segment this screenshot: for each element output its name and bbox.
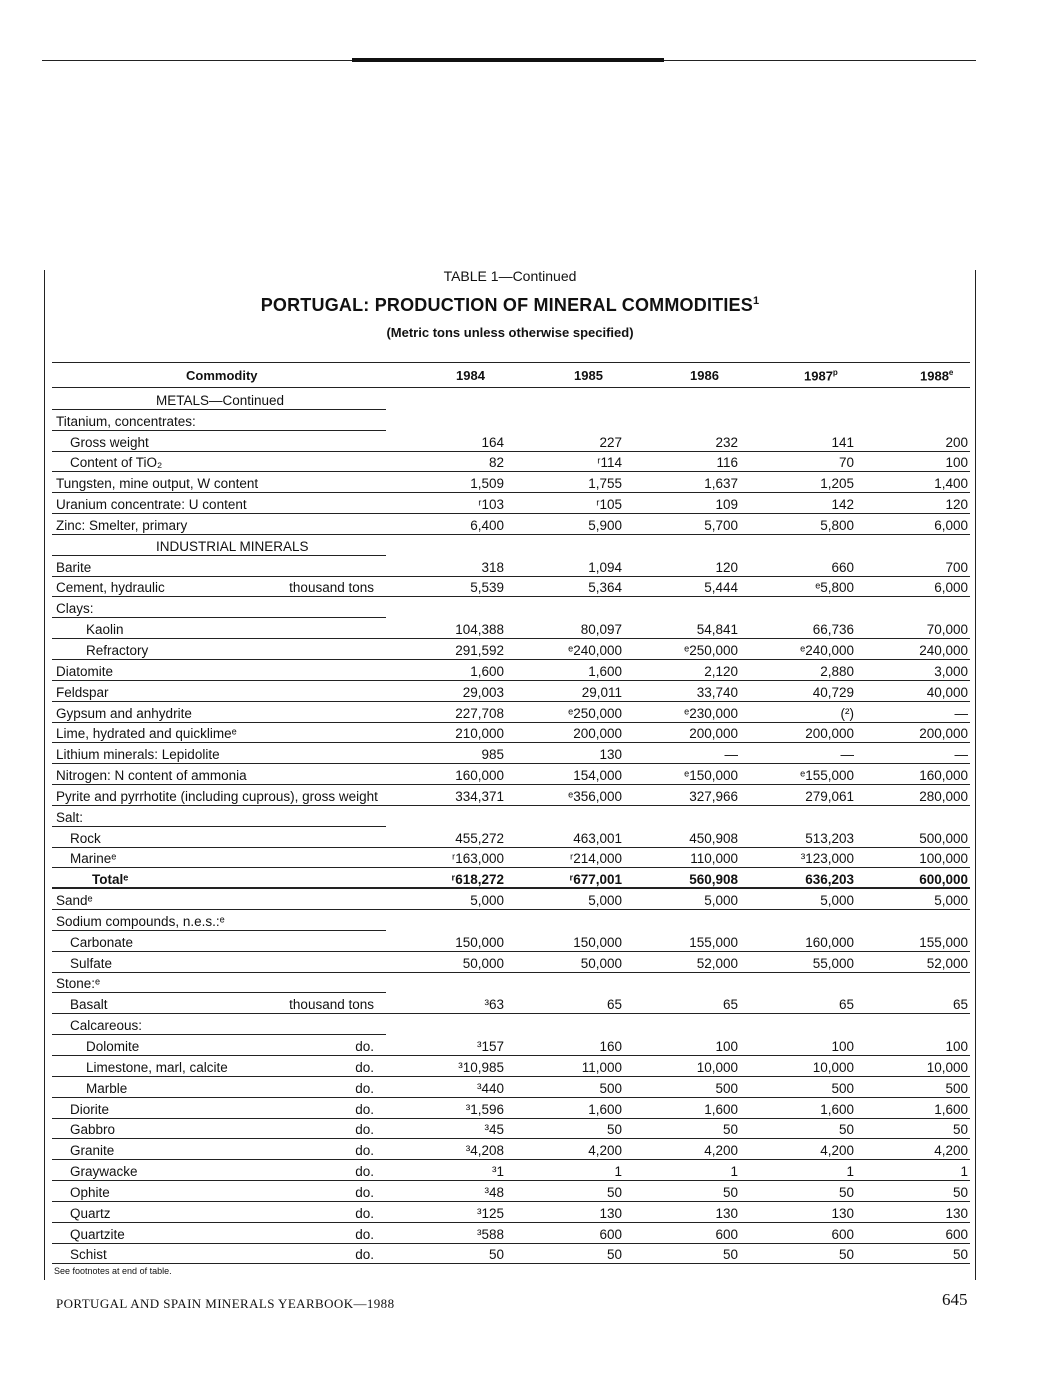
right-margin-rule [975, 270, 976, 1280]
commodity-label: Uranium concentrate: U content [56, 497, 247, 513]
commodity-label: Gabbro [70, 1122, 116, 1138]
value-cell: 1,205 [820, 476, 854, 492]
header-bottom-rule [52, 387, 970, 388]
value-cell: 6,400 [470, 517, 504, 533]
unit-label: do. [355, 1184, 374, 1200]
table-row [52, 1223, 970, 1244]
table-row [52, 431, 970, 452]
value-cell: 5,000 [470, 893, 504, 909]
value-cell: 54,841 [696, 622, 738, 638]
table-row [52, 723, 970, 744]
value-cell: 50 [488, 1247, 504, 1263]
group-row [52, 910, 970, 931]
value-cell: 1,600 [820, 1101, 854, 1117]
value-cell: ᵉ356,000 [568, 788, 622, 804]
group-label: Salt: [56, 809, 84, 825]
value-cell: 5,539 [470, 580, 504, 596]
table-row [52, 660, 970, 681]
value-cell: 5,800 [820, 517, 854, 533]
table-row [52, 472, 970, 493]
value-cell: 6,000 [934, 580, 968, 596]
commodity-label: Marineᵉ [70, 851, 117, 867]
commodity-label: Barite [56, 559, 92, 575]
commodity-label: Rock [70, 830, 101, 846]
value-cell: ʳ105 [596, 497, 622, 513]
value-cell: 4,200 [588, 1143, 622, 1159]
value-cell: 29,003 [462, 684, 504, 700]
commodity-label: Diatomite [56, 663, 114, 679]
value-cell: 1,509 [470, 476, 504, 492]
header-1988-mark: e [948, 368, 954, 377]
value-cell: ᵉ240,000 [568, 642, 622, 658]
value-cell: 463,001 [573, 830, 622, 846]
value-cell: 200,000 [689, 726, 738, 742]
group-row [52, 806, 970, 827]
table-row [52, 931, 970, 952]
table-row [52, 1056, 970, 1077]
commodity-label: Refractory [86, 642, 149, 658]
table-row [52, 1098, 970, 1119]
footnote: See footnotes at end of table. [54, 1266, 172, 1276]
value-cell: 100,000 [919, 851, 968, 867]
header-1988 [920, 368, 953, 383]
value-cell: 65 [722, 997, 738, 1013]
value-cell: 985 [481, 747, 504, 763]
section-label: INDUSTRIAL MINERALS [156, 538, 309, 554]
table-row [52, 1139, 970, 1160]
value-cell: 116 [716, 455, 738, 471]
value-cell: ³157 [476, 1039, 504, 1054]
value-cell: 6,000 [934, 517, 968, 533]
value-cell: 110,000 [690, 851, 738, 867]
value-cell: ³123,000 [800, 851, 854, 867]
commodity-label: Limestone, marl, calcite [86, 1059, 228, 1075]
value-cell: 80,097 [580, 622, 622, 638]
value-cell: — [840, 747, 854, 763]
value-cell: 200,000 [805, 726, 854, 742]
value-cell: 160 [599, 1039, 622, 1054]
value-cell: ᵉ230,000 [684, 705, 738, 721]
table-row [52, 827, 970, 848]
value-cell: 65 [952, 997, 968, 1013]
value-cell: 280,000 [919, 788, 968, 804]
commodity-label: Dolomite [86, 1039, 140, 1054]
table-row [52, 1202, 970, 1223]
table-row [52, 1035, 970, 1056]
table-row [52, 702, 970, 723]
table-row [52, 1160, 970, 1181]
value-cell: 1,400 [934, 476, 968, 492]
value-cell: 700 [945, 559, 968, 575]
value-cell: 66,736 [812, 622, 854, 638]
value-cell: 660 [831, 559, 854, 575]
value-cell: 227,708 [455, 705, 504, 721]
commodity-label: Kaolin [86, 622, 124, 638]
value-cell: 232 [715, 434, 738, 450]
commodity-label: Sandᵉ [56, 893, 93, 909]
group-row [52, 973, 970, 994]
unit-label: do. [355, 1226, 374, 1242]
value-cell: ³10,985 [458, 1059, 504, 1075]
commodity-label: Lithium minerals: Lepidolite [56, 747, 220, 763]
value-cell: 291,592 [455, 642, 504, 658]
table-row [52, 1119, 970, 1140]
table-row [52, 681, 970, 702]
value-cell: ³45 [484, 1122, 504, 1138]
value-cell: 455,272 [455, 830, 504, 846]
value-cell: ʳ618,272 [451, 872, 504, 888]
commodity-label: Marble [86, 1080, 128, 1096]
value-cell: 50 [838, 1122, 854, 1138]
value-cell: 1,094 [588, 559, 622, 575]
group-label: Sodium compounds, n.e.s.:ᵉ [56, 913, 225, 929]
commodity-label: Content of TiO₂ [70, 455, 163, 471]
value-cell: 500 [831, 1080, 854, 1096]
value-cell: ʳ214,000 [569, 851, 622, 867]
value-cell: 155,000 [689, 934, 738, 950]
value-cell: 3,000 [934, 663, 968, 679]
value-cell: 82 [488, 455, 504, 471]
table-row [52, 452, 970, 473]
table-row [52, 848, 970, 869]
value-cell: 100 [831, 1039, 854, 1054]
value-cell: — [954, 705, 968, 721]
header-commodity: Commodity [186, 368, 258, 383]
value-cell: 100 [715, 1039, 738, 1054]
value-cell: 1 [730, 1164, 738, 1180]
value-cell: 141 [831, 434, 854, 450]
table-row [52, 618, 970, 639]
value-cell: 600 [945, 1226, 968, 1242]
commodity-label: Cement, hydraulic [56, 580, 165, 596]
value-cell: 500 [945, 1080, 968, 1096]
commodity-label: Gypsum and anhydrite [56, 705, 192, 721]
top-bar [352, 58, 664, 62]
value-cell: 29,011 [581, 684, 622, 700]
value-cell: 120 [945, 497, 968, 513]
unit-label: thousand tons [289, 580, 374, 596]
value-cell: ᵉ155,000 [800, 768, 854, 784]
table-row [52, 785, 970, 806]
commodity-label: Diorite [70, 1101, 110, 1117]
value-cell: 1 [846, 1164, 854, 1180]
commodity-label: Pyrite and pyrrhotite (including cuprous), gross weight [56, 788, 378, 804]
group-label: Calcareous: [70, 1018, 143, 1034]
value-cell: ᵉ250,000 [684, 642, 738, 658]
value-cell: 160,000 [455, 768, 504, 784]
group-label: Clays: [56, 601, 94, 617]
value-cell: 50 [606, 1122, 622, 1138]
table-row [52, 1077, 970, 1098]
table-body [52, 389, 970, 1264]
commodity-label: Gross weight [70, 434, 149, 450]
commodity-label: Feldspar [56, 684, 109, 700]
value-cell: 65 [838, 997, 854, 1013]
table-header [52, 368, 970, 388]
value-cell: 40,000 [926, 684, 968, 700]
value-cell: 5,700 [704, 517, 738, 533]
value-cell: 4,200 [934, 1143, 968, 1159]
unit-label: thousand tons [289, 997, 374, 1013]
header-1986: 1986 [690, 368, 719, 383]
value-cell: ³440 [476, 1080, 504, 1096]
value-cell: 50 [838, 1184, 854, 1200]
header-1984: 1984 [456, 368, 485, 383]
value-cell: 130 [831, 1205, 854, 1221]
value-cell: (²) [840, 705, 854, 721]
value-cell: 500 [715, 1080, 738, 1096]
header-1988-year: 1988 [920, 368, 949, 384]
header-1987-mark: p [832, 368, 838, 377]
value-cell: 142 [831, 497, 854, 513]
value-cell: 636,203 [805, 872, 854, 888]
left-margin-rule [44, 270, 45, 1280]
group-row [52, 410, 970, 431]
value-cell: ᵉ240,000 [800, 642, 854, 658]
value-cell: ³125 [476, 1205, 504, 1221]
table-row [52, 556, 970, 577]
value-cell: 5,000 [820, 893, 854, 909]
value-cell: 55,000 [812, 955, 854, 971]
value-cell: 1,755 [588, 476, 622, 492]
table-row [52, 1181, 970, 1202]
value-cell: — [954, 747, 968, 763]
value-cell: — [724, 747, 738, 763]
value-cell: 120 [715, 559, 738, 575]
value-cell: 2,120 [704, 663, 738, 679]
unit-label: do. [355, 1039, 374, 1054]
group-label: Stone:ᵉ [56, 976, 101, 992]
value-cell: 130 [599, 1205, 622, 1221]
value-cell: 227 [599, 434, 622, 450]
commodity-label: Basalt [70, 997, 108, 1013]
value-cell: 50 [722, 1247, 738, 1263]
unit-label: do. [355, 1059, 374, 1075]
table-row [52, 764, 970, 785]
unit-label: do. [355, 1080, 374, 1096]
value-cell: 50 [952, 1184, 968, 1200]
value-cell: 450,908 [689, 830, 738, 846]
table-row [52, 952, 970, 973]
value-cell: 5,000 [704, 893, 738, 909]
value-cell: ʳ114 [597, 455, 622, 471]
value-cell: 5,900 [588, 517, 622, 533]
commodity-label: Ophite [70, 1184, 110, 1200]
value-cell: 50,000 [580, 955, 622, 971]
value-cell: 65 [606, 997, 622, 1013]
value-cell: 52,000 [926, 955, 968, 971]
header-1987 [804, 368, 838, 383]
value-cell: 10,000 [812, 1059, 854, 1075]
header-1985: 1985 [574, 368, 603, 383]
value-cell: 70 [838, 455, 854, 471]
value-cell: 210,000 [455, 726, 504, 742]
unit-label: do. [355, 1164, 374, 1180]
value-cell: 70,000 [926, 622, 968, 638]
commodity-label: Zinc: Smelter, primary [56, 517, 188, 533]
value-cell: 109 [715, 497, 738, 513]
table-title [0, 295, 1020, 316]
value-cell: 150,000 [455, 934, 504, 950]
commodity-label: Nitrogen: N content of ammonia [56, 768, 247, 784]
value-cell: ʳ163,000 [451, 851, 504, 867]
value-cell: 318 [481, 559, 504, 575]
value-cell: 40,729 [812, 684, 854, 700]
value-cell: ³1,596 [465, 1101, 504, 1117]
commodity-label: Tungsten, mine output, W content [56, 476, 259, 492]
value-cell: ʳ677,001 [569, 872, 622, 888]
value-cell: 50 [606, 1247, 622, 1263]
value-cell: 5,000 [588, 893, 622, 909]
value-cell: 200 [945, 434, 968, 450]
value-cell: 1,600 [588, 1101, 622, 1117]
value-cell: 11,000 [581, 1059, 622, 1075]
commodity-label: Totalᵉ [92, 872, 129, 888]
commodity-label: Carbonate [70, 934, 134, 950]
value-cell: 50 [722, 1122, 738, 1138]
value-cell: 560,908 [689, 872, 738, 888]
value-cell: 160,000 [919, 768, 968, 784]
page-number: 645 [942, 1290, 968, 1309]
value-cell: 600 [715, 1226, 738, 1242]
value-cell: ᵉ150,000 [684, 768, 738, 784]
table-row [52, 493, 970, 514]
unit-label: do. [355, 1143, 374, 1159]
unit-label: do. [355, 1122, 374, 1138]
value-cell: 130 [715, 1205, 738, 1221]
value-cell: 100 [945, 1039, 968, 1054]
value-cell: 5,444 [704, 580, 738, 596]
value-cell: 150,000 [573, 934, 622, 950]
value-cell: 50,000 [462, 955, 504, 971]
value-cell: 5,000 [934, 893, 968, 909]
section-label: METALS—Continued [156, 392, 285, 408]
value-cell: 50 [606, 1184, 622, 1200]
value-cell: 1,600 [470, 663, 504, 679]
value-cell: 1,600 [588, 663, 622, 679]
commodity-label: Graywacke [70, 1164, 138, 1180]
value-cell: 1,600 [704, 1101, 738, 1117]
value-cell: ʳ103 [478, 497, 504, 513]
value-cell: 1,600 [934, 1101, 968, 1117]
commodity-label: Sulfate [70, 955, 113, 971]
table-caption: TABLE 1—Continued [443, 268, 577, 284]
table-row [52, 639, 970, 660]
title-footnote-mark: 1 [752, 295, 760, 307]
value-cell: 600 [599, 1226, 622, 1242]
value-cell: 600 [831, 1226, 854, 1242]
value-cell: 200,000 [919, 726, 968, 742]
header-top-rule [52, 362, 970, 363]
commodity-label: Schist [70, 1247, 107, 1263]
value-cell: 1,637 [704, 476, 738, 492]
value-cell: 200,000 [573, 726, 622, 742]
value-cell: 50 [838, 1247, 854, 1263]
total-row [52, 868, 970, 889]
value-cell: ³63 [484, 997, 504, 1013]
value-cell: 279,061 [805, 788, 854, 804]
table-title-text: PORTUGAL: PRODUCTION OF MINERAL COMMODITIES [260, 295, 753, 315]
value-cell: ³4,208 [465, 1143, 504, 1159]
table-row [52, 743, 970, 764]
unit-label: do. [355, 1205, 374, 1221]
value-cell: 334,371 [455, 788, 504, 804]
value-cell: 2,880 [820, 663, 854, 679]
table-row [52, 514, 970, 535]
value-cell: 5,364 [588, 580, 622, 596]
value-cell: 327,966 [689, 788, 738, 804]
value-cell: 10,000 [696, 1059, 738, 1075]
value-cell: 500,000 [919, 830, 968, 846]
commodity-label: Lime, hydrated and quicklimeᵉ [56, 726, 237, 742]
value-cell: 130 [945, 1205, 968, 1221]
unit-label: do. [355, 1101, 374, 1117]
value-cell: 50 [952, 1122, 968, 1138]
section-row [52, 535, 970, 556]
group-row [52, 597, 970, 618]
unit-label: do. [355, 1247, 374, 1263]
value-cell: 52,000 [696, 955, 738, 971]
section-row [52, 389, 970, 410]
value-cell: 104,388 [455, 622, 504, 638]
table-row [52, 1244, 970, 1265]
value-cell: 600,000 [919, 872, 968, 888]
commodity-label: Granite [70, 1143, 115, 1159]
value-cell: 1 [614, 1164, 622, 1180]
value-cell: 50 [952, 1247, 968, 1263]
value-cell: 1 [960, 1164, 968, 1180]
value-cell: 240,000 [919, 642, 968, 658]
commodity-label: Quartz [70, 1205, 111, 1221]
value-cell: ³588 [476, 1226, 504, 1242]
value-cell: ᵉ5,800 [815, 580, 854, 596]
commodity-label: Quartzite [70, 1226, 125, 1242]
value-cell: ᵉ250,000 [568, 705, 622, 721]
value-cell: ³48 [484, 1184, 504, 1200]
value-cell: 50 [722, 1184, 738, 1200]
value-cell: 10,000 [926, 1059, 968, 1075]
value-cell: 4,200 [820, 1143, 854, 1159]
value-cell: 160,000 [805, 934, 854, 950]
value-cell: 154,000 [573, 768, 622, 784]
table-subtitle: (Metric tons unless otherwise specified) [386, 325, 634, 340]
table-row [52, 577, 970, 598]
header-1987-year: 1987 [804, 368, 833, 384]
value-cell: 500 [599, 1080, 622, 1096]
value-cell: 4,200 [704, 1143, 738, 1159]
value-cell: ³1 [491, 1164, 504, 1180]
table-row [52, 993, 970, 1014]
value-cell: 155,000 [919, 934, 968, 950]
value-cell: 513,203 [805, 830, 854, 846]
group-label: Titanium, concentrates: [56, 413, 196, 429]
value-cell: 100 [945, 455, 968, 471]
running-footer: PORTUGAL AND SPAIN MINERALS YEARBOOK—1988 [56, 1296, 395, 1311]
value-cell: 164 [481, 434, 504, 450]
value-cell: 33,740 [696, 684, 738, 700]
value-cell: 130 [599, 747, 622, 763]
group-row [52, 1014, 970, 1035]
table-row [52, 889, 970, 910]
